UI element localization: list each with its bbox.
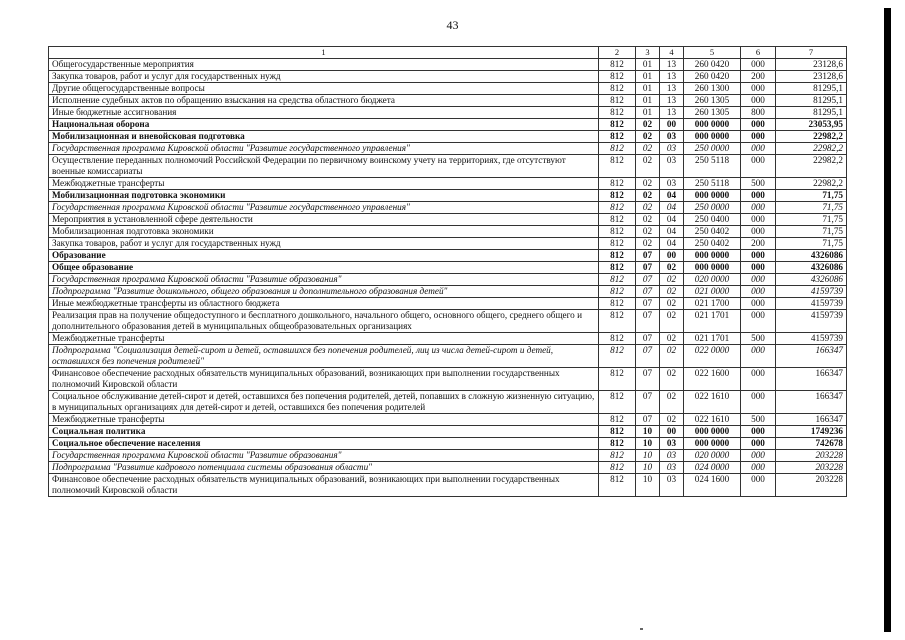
subsection-code-cell: 13: [660, 59, 684, 71]
section-code-cell: 02: [636, 131, 660, 143]
subsection-code-cell: 04: [660, 214, 684, 226]
section-code-cell: 07: [636, 250, 660, 262]
table-row: [49, 95, 847, 107]
amount-cell: 1749236: [776, 426, 847, 438]
ministry-code-cell: 812: [599, 368, 636, 391]
item-name-cell: Государственная программа Кировской области "Развитие образования": [49, 274, 599, 286]
target-article-cell: 021 1701: [684, 333, 741, 345]
target-article-cell: 000 0000: [684, 131, 741, 143]
item-name-cell: Финансовое обеспечение расходных обязательств муниципальных образований, возникающих при выполнении государственных полномочий Кировской области: [49, 474, 599, 497]
table-row: [49, 391, 847, 414]
table-row: [49, 143, 847, 155]
header-cell: 1: [49, 47, 599, 59]
expense-type-cell: 000: [741, 438, 776, 450]
amount-cell: 203228: [776, 474, 847, 497]
amount-cell: 81295,1: [776, 95, 847, 107]
table-row: [49, 238, 847, 250]
target-article-cell: 250 0000: [684, 143, 741, 155]
subsection-code-cell: 13: [660, 107, 684, 119]
amount-cell: 166347: [776, 414, 847, 426]
section-code-cell: 10: [636, 474, 660, 497]
ministry-code-cell: 812: [599, 462, 636, 474]
section-code-cell: 07: [636, 286, 660, 298]
expense-type-cell: 000: [741, 262, 776, 274]
subsection-code-cell: 03: [660, 155, 684, 178]
header-cell: 3: [636, 47, 660, 59]
item-name-cell: Мобилизационная и вневойсковая подготовка: [49, 131, 599, 143]
amount-cell: 4159739: [776, 333, 847, 345]
subsection-code-cell: 04: [660, 238, 684, 250]
subsection-code-cell: 04: [660, 190, 684, 202]
item-name-cell: Исполнение судебных актов по обращению взыскания на средства областного бюджета: [49, 95, 599, 107]
ministry-code-cell: 812: [599, 119, 636, 131]
subsection-code-cell: 00: [660, 426, 684, 438]
ministry-code-cell: 812: [599, 298, 636, 310]
table-row: [49, 226, 847, 238]
target-article-cell: 250 0402: [684, 238, 741, 250]
ministry-code-cell: 812: [599, 131, 636, 143]
item-name-cell: Подпрограмма "Социализация детей-сирот и детей, оставшихся без попечения родителей, лиц из числа детей-сирот и детей, оставшихся без попечения родителей": [49, 345, 599, 368]
expense-type-cell: 000: [741, 391, 776, 414]
target-article-cell: 024 0000: [684, 462, 741, 474]
amount-cell: 23128,6: [776, 59, 847, 71]
target-article-cell: 000 0000: [684, 426, 741, 438]
section-code-cell: 01: [636, 71, 660, 83]
table-row: [49, 119, 847, 131]
section-code-cell: 07: [636, 262, 660, 274]
ministry-code-cell: 812: [599, 426, 636, 438]
target-article-cell: 021 1701: [684, 310, 741, 333]
item-name-cell: Межбюджетные трансферты: [49, 178, 599, 190]
ministry-code-cell: 812: [599, 178, 636, 190]
subsection-code-cell: 03: [660, 438, 684, 450]
amount-cell: 166347: [776, 345, 847, 368]
item-name-cell: Реализация прав на получение общедоступного и бесплатного дошкольного, начального общего, основного общего, среднего общего и дополнительного образования детей в муниципальных общеобразовательных организациях: [49, 310, 599, 333]
section-code-cell: 07: [636, 274, 660, 286]
subsection-code-cell: 02: [660, 286, 684, 298]
expense-type-cell: 000: [741, 345, 776, 368]
table-row: [49, 83, 847, 95]
expense-type-cell: 500: [741, 414, 776, 426]
table-row: [49, 368, 847, 391]
expense-type-cell: 000: [741, 426, 776, 438]
ministry-code-cell: 812: [599, 202, 636, 214]
table-row: [49, 250, 847, 262]
subsection-code-cell: 02: [660, 333, 684, 345]
ministry-code-cell: 812: [599, 107, 636, 119]
target-article-cell: 020 0000: [684, 450, 741, 462]
ministry-code-cell: 812: [599, 286, 636, 298]
expense-type-cell: 200: [741, 238, 776, 250]
table-row: [49, 414, 847, 426]
page-edge-bar: [884, 8, 891, 632]
expense-type-cell: 000: [741, 250, 776, 262]
ministry-code-cell: 812: [599, 95, 636, 107]
amount-cell: 22982,2: [776, 143, 847, 155]
section-code-cell: 02: [636, 226, 660, 238]
section-code-cell: 02: [636, 119, 660, 131]
target-article-cell: 260 0420: [684, 59, 741, 71]
target-article-cell: 022 0000: [684, 345, 741, 368]
header-cell: 2: [599, 47, 636, 59]
item-name-cell: Социальное обслуживание детей-сирот и детей, оставшихся без попечения родителей, детей, попавших в сложную жизненную ситуацию, в муниципальных организациях для детей-сирот и детей, оставшихся без попечения родителей: [49, 391, 599, 414]
target-article-cell: 020 0000: [684, 274, 741, 286]
target-article-cell: 021 1700: [684, 298, 741, 310]
expense-type-cell: 200: [741, 71, 776, 83]
amount-cell: 23053,95: [776, 119, 847, 131]
expense-type-cell: 000: [741, 83, 776, 95]
amount-cell: 23128,6: [776, 71, 847, 83]
section-code-cell: 02: [636, 178, 660, 190]
expense-type-cell: 000: [741, 310, 776, 333]
subsection-code-cell: 03: [660, 143, 684, 155]
amount-cell: 71,75: [776, 214, 847, 226]
table-row: [49, 333, 847, 345]
ministry-code-cell: 812: [599, 71, 636, 83]
section-code-cell: 10: [636, 438, 660, 450]
amount-cell: 71,75: [776, 238, 847, 250]
section-code-cell: 02: [636, 190, 660, 202]
expense-type-cell: 000: [741, 214, 776, 226]
item-name-cell: Государственная программа Кировской области "Развитие образования": [49, 450, 599, 462]
section-code-cell: 07: [636, 298, 660, 310]
ministry-code-cell: 812: [599, 414, 636, 426]
item-name-cell: Государственная программа Кировской области "Развитие государственного управления": [49, 202, 599, 214]
expense-type-cell: 800: [741, 107, 776, 119]
expense-type-cell: 500: [741, 178, 776, 190]
item-name-cell: Национальная оборона: [49, 119, 599, 131]
table-row: [49, 71, 847, 83]
item-name-cell: Социальная политика: [49, 426, 599, 438]
target-article-cell: 021 0000: [684, 286, 741, 298]
subsection-code-cell: 02: [660, 310, 684, 333]
section-code-cell: 02: [636, 238, 660, 250]
ministry-code-cell: 812: [599, 214, 636, 226]
ministry-code-cell: 812: [599, 143, 636, 155]
subsection-code-cell: 02: [660, 345, 684, 368]
table-row: [49, 286, 847, 298]
amount-cell: 4159739: [776, 298, 847, 310]
amount-cell: 71,75: [776, 190, 847, 202]
item-name-cell: Иные бюджетные ассигнования: [49, 107, 599, 119]
expense-type-cell: 000: [741, 274, 776, 286]
target-article-cell: 260 0420: [684, 71, 741, 83]
item-name-cell: Другие общегосударственные вопросы: [49, 83, 599, 95]
ministry-code-cell: 812: [599, 310, 636, 333]
table-row: [49, 107, 847, 119]
amount-cell: 22982,2: [776, 131, 847, 143]
item-name-cell: Межбюджетные трансферты: [49, 414, 599, 426]
scan-mark: [640, 628, 643, 630]
expense-type-cell: 000: [741, 190, 776, 202]
ministry-code-cell: 812: [599, 250, 636, 262]
subsection-code-cell: 03: [660, 462, 684, 474]
ministry-code-cell: 812: [599, 450, 636, 462]
expense-type-cell: 000: [741, 119, 776, 131]
item-name-cell: Подпрограмма "Развитие кадрового потенциала системы образования области": [49, 462, 599, 474]
page-number: 43: [446, 18, 459, 32]
amount-cell: 22982,2: [776, 155, 847, 178]
table-row: [49, 345, 847, 368]
table-header-row: [49, 47, 847, 59]
item-name-cell: Иные межбюджетные трансферты из областного бюджета: [49, 298, 599, 310]
expense-type-cell: 500: [741, 333, 776, 345]
target-article-cell: 250 0000: [684, 202, 741, 214]
amount-cell: 81295,1: [776, 83, 847, 95]
target-article-cell: 250 0400: [684, 214, 741, 226]
target-article-cell: 250 0402: [684, 226, 741, 238]
section-code-cell: 02: [636, 143, 660, 155]
amount-cell: 166347: [776, 391, 847, 414]
table-row: [49, 131, 847, 143]
amount-cell: 71,75: [776, 226, 847, 238]
item-name-cell: Образование: [49, 250, 599, 262]
subsection-code-cell: 03: [660, 474, 684, 497]
item-name-cell: Межбюджетные трансферты: [49, 333, 599, 345]
header-cell: 7: [776, 47, 847, 59]
amount-cell: 81295,1: [776, 107, 847, 119]
subsection-code-cell: 00: [660, 250, 684, 262]
ministry-code-cell: 812: [599, 438, 636, 450]
table-row: [49, 190, 847, 202]
budget-table: [48, 46, 847, 497]
table-row: [49, 202, 847, 214]
header-cell: 5: [684, 47, 741, 59]
ministry-code-cell: 812: [599, 155, 636, 178]
item-name-cell: Осуществление переданных полномочий Российской Федерации по первичному воинскому учету на территориях, где отсутствуют военные комиссариаты: [49, 155, 599, 178]
item-name-cell: Общегосударственные мероприятия: [49, 59, 599, 71]
target-article-cell: 022 1610: [684, 414, 741, 426]
section-code-cell: 07: [636, 414, 660, 426]
section-code-cell: 02: [636, 155, 660, 178]
item-name-cell: Общее образование: [49, 262, 599, 274]
ministry-code-cell: 812: [599, 262, 636, 274]
expense-type-cell: 000: [741, 286, 776, 298]
target-article-cell: 260 1300: [684, 83, 741, 95]
expense-type-cell: 000: [741, 131, 776, 143]
subsection-code-cell: 02: [660, 262, 684, 274]
subsection-code-cell: 03: [660, 131, 684, 143]
section-code-cell: 01: [636, 83, 660, 95]
subsection-code-cell: 02: [660, 298, 684, 310]
subsection-code-cell: 02: [660, 368, 684, 391]
expense-type-cell: 000: [741, 368, 776, 391]
target-article-cell: 000 0000: [684, 119, 741, 131]
section-code-cell: 07: [636, 310, 660, 333]
ministry-code-cell: 812: [599, 238, 636, 250]
target-article-cell: 024 1600: [684, 474, 741, 497]
ministry-code-cell: 812: [599, 345, 636, 368]
table-row: [49, 155, 847, 178]
target-article-cell: 000 0000: [684, 190, 741, 202]
item-name-cell: Закупка товаров, работ и услуг для государственных нужд: [49, 238, 599, 250]
table-row: [49, 274, 847, 286]
expense-type-cell: 000: [741, 202, 776, 214]
target-article-cell: 000 0000: [684, 438, 741, 450]
section-code-cell: 01: [636, 59, 660, 71]
expense-type-cell: 000: [741, 298, 776, 310]
target-article-cell: 250 5118: [684, 155, 741, 178]
target-article-cell: 000 0000: [684, 262, 741, 274]
amount-cell: 4326086: [776, 250, 847, 262]
section-code-cell: 02: [636, 214, 660, 226]
item-name-cell: Подпрограмма "Развитие дошкольного, общего образования и дополнительного образования детей": [49, 286, 599, 298]
target-article-cell: 250 5118: [684, 178, 741, 190]
subsection-code-cell: 13: [660, 71, 684, 83]
item-name-cell: Мобилизационная подготовка экономики: [49, 226, 599, 238]
subsection-code-cell: 13: [660, 95, 684, 107]
ministry-code-cell: 812: [599, 59, 636, 71]
subsection-code-cell: 00: [660, 119, 684, 131]
table-row: [49, 450, 847, 462]
ministry-code-cell: 812: [599, 274, 636, 286]
item-name-cell: Финансовое обеспечение расходных обязательств муниципальных образований, возникающих при выполнении государственных полномочий Кировской области: [49, 368, 599, 391]
section-code-cell: 10: [636, 450, 660, 462]
item-name-cell: Государственная программа Кировской области "Развитие государственного управления": [49, 143, 599, 155]
section-code-cell: 02: [636, 202, 660, 214]
section-code-cell: 10: [636, 462, 660, 474]
section-code-cell: 07: [636, 368, 660, 391]
expense-type-cell: 000: [741, 59, 776, 71]
item-name-cell: Мероприятия в установленной сфере деятельности: [49, 214, 599, 226]
section-code-cell: 01: [636, 95, 660, 107]
amount-cell: 742678: [776, 438, 847, 450]
subsection-code-cell: 04: [660, 226, 684, 238]
table-row: [49, 438, 847, 450]
amount-cell: 4159739: [776, 286, 847, 298]
table-row: [49, 214, 847, 226]
target-article-cell: 022 1600: [684, 368, 741, 391]
amount-cell: 166347: [776, 368, 847, 391]
section-code-cell: 10: [636, 426, 660, 438]
target-article-cell: 260 1305: [684, 107, 741, 119]
amount-cell: 22982,2: [776, 178, 847, 190]
subsection-code-cell: 02: [660, 274, 684, 286]
item-name-cell: Закупка товаров, работ и услуг для государственных нужд: [49, 71, 599, 83]
subsection-code-cell: 04: [660, 202, 684, 214]
header-cell: 6: [741, 47, 776, 59]
amount-cell: 4159739: [776, 310, 847, 333]
expense-type-cell: 000: [741, 155, 776, 178]
ministry-code-cell: 812: [599, 190, 636, 202]
table-row: [49, 298, 847, 310]
ministry-code-cell: 812: [599, 391, 636, 414]
amount-cell: 4326086: [776, 274, 847, 286]
amount-cell: 71,75: [776, 202, 847, 214]
ministry-code-cell: 812: [599, 83, 636, 95]
section-code-cell: 07: [636, 345, 660, 368]
expense-type-cell: 000: [741, 95, 776, 107]
subsection-code-cell: 02: [660, 414, 684, 426]
target-article-cell: 000 0000: [684, 250, 741, 262]
table-row: [49, 310, 847, 333]
table-row: [49, 426, 847, 438]
item-name-cell: Социальное обеспечение населения: [49, 438, 599, 450]
expense-type-cell: 000: [741, 226, 776, 238]
target-article-cell: 260 1305: [684, 95, 741, 107]
amount-cell: 203228: [776, 462, 847, 474]
section-code-cell: 07: [636, 391, 660, 414]
table-row: [49, 59, 847, 71]
table-row: [49, 462, 847, 474]
subsection-code-cell: 03: [660, 178, 684, 190]
header-cell: 4: [660, 47, 684, 59]
ministry-code-cell: 812: [599, 474, 636, 497]
subsection-code-cell: 13: [660, 83, 684, 95]
expense-type-cell: 000: [741, 143, 776, 155]
item-name-cell: Мобилизационная подготовка экономики: [49, 190, 599, 202]
subsection-code-cell: 02: [660, 391, 684, 414]
expense-type-cell: 000: [741, 462, 776, 474]
section-code-cell: 01: [636, 107, 660, 119]
expense-type-cell: 000: [741, 450, 776, 462]
table-row: [49, 262, 847, 274]
ministry-code-cell: 812: [599, 226, 636, 238]
expense-type-cell: 000: [741, 474, 776, 497]
table-row: [49, 178, 847, 190]
section-code-cell: 07: [636, 333, 660, 345]
amount-cell: 203228: [776, 450, 847, 462]
subsection-code-cell: 03: [660, 450, 684, 462]
amount-cell: 4326086: [776, 262, 847, 274]
ministry-code-cell: 812: [599, 333, 636, 345]
target-article-cell: 022 1610: [684, 391, 741, 414]
table-body: [49, 59, 847, 497]
table-row: [49, 474, 847, 497]
